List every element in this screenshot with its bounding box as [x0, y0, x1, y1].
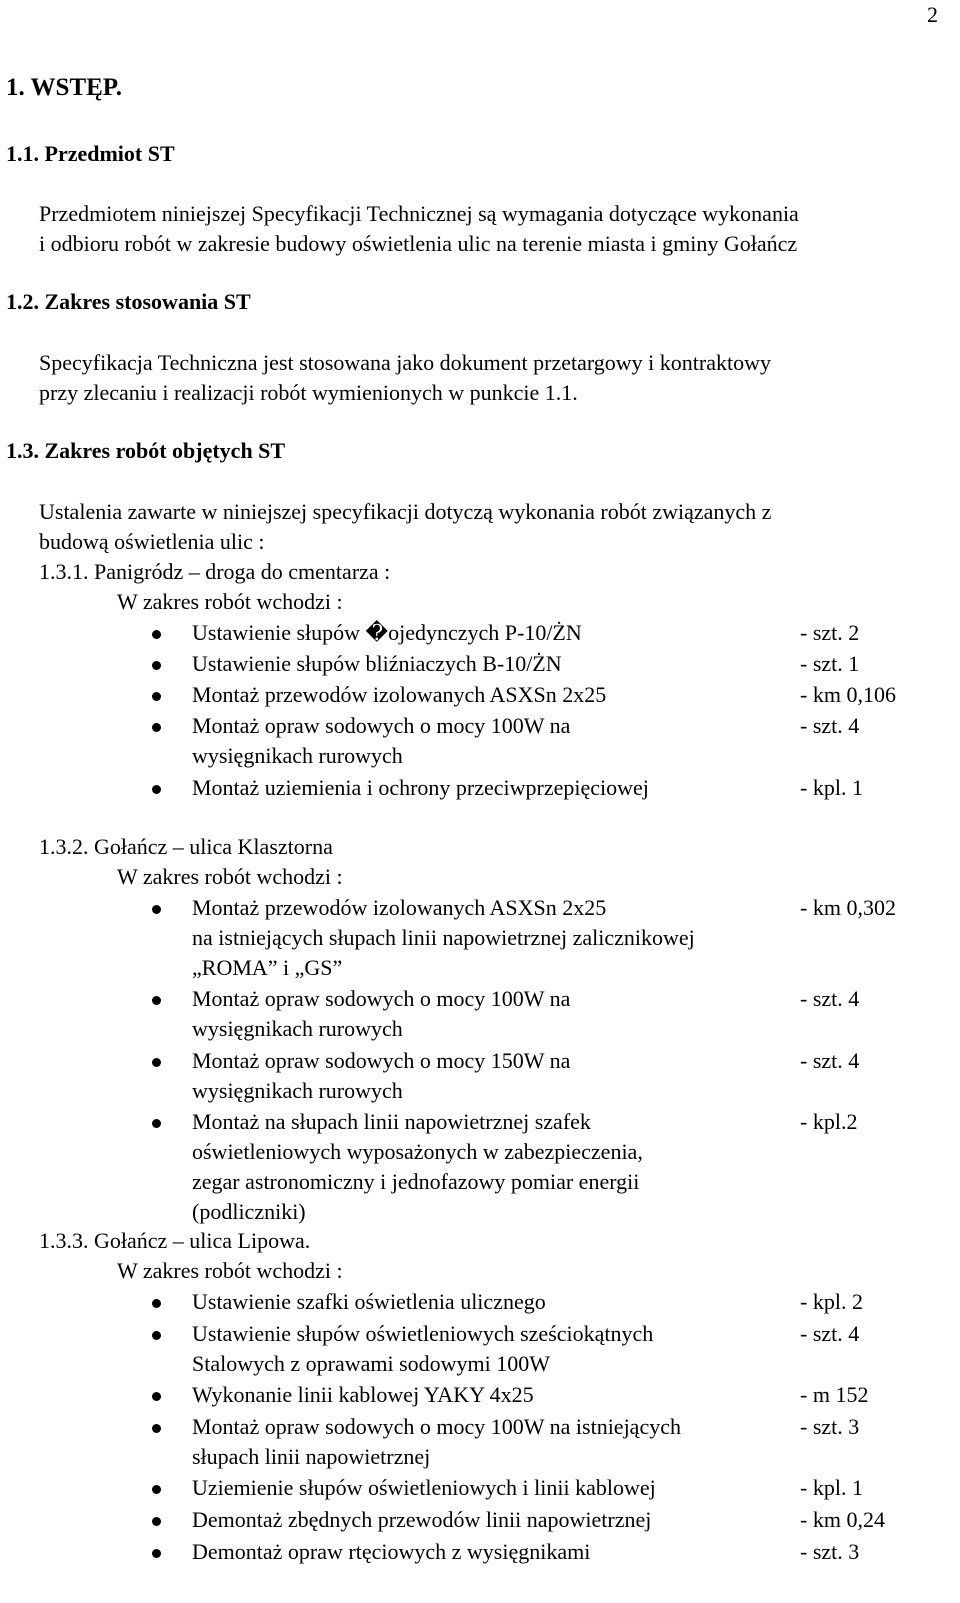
bullet-icon — [152, 1485, 161, 1494]
item-description: Ustawienie słupów oświetleniowych sześciokątnych Stalowych z oprawami sodowymi 100W — [192, 1321, 654, 1376]
paragraph-line: budową oświetlenia ulic : — [39, 529, 265, 554]
item-quantity: - szt. 3 — [800, 1414, 860, 1439]
item-quantity: - szt. 2 — [800, 620, 860, 645]
item-quantity: - szt. 3 — [800, 1539, 860, 1564]
paragraph-line: i odbioru robót w zakresie budowy oświetlenia ulic na terenie miasta i gminy Gołańcz — [39, 231, 798, 256]
section-title: 1.2. Zakres stosowania ST — [6, 289, 251, 314]
bullet-icon — [152, 1299, 161, 1308]
item-quantity: - kpl. 1 — [800, 1475, 863, 1500]
page-number: 2 — [927, 2, 938, 27]
bullet-icon — [152, 1058, 161, 1067]
bullet-icon — [152, 723, 161, 732]
subsection-title: 1.3.2. Gołańcz – ulica Klasztorna — [39, 834, 333, 859]
bullet-icon — [152, 1549, 161, 1558]
item-quantity: - szt. 4 — [800, 1321, 860, 1346]
item-quantity: - szt. 1 — [800, 651, 860, 676]
bullet-icon — [152, 1119, 161, 1128]
bullet-icon — [152, 630, 161, 639]
item-quantity: - szt. 4 — [800, 986, 860, 1011]
item-quantity: - kpl. 1 — [800, 775, 863, 800]
bullet-icon — [152, 692, 161, 701]
bullet-icon — [152, 1517, 161, 1526]
item-description: Wykonanie linii kablowej YAKY 4x25 — [192, 1382, 534, 1407]
item-description: Uziemienie słupów oświetleniowych i linii kablowej — [192, 1475, 656, 1500]
item-quantity: - km 0,302 — [800, 895, 896, 920]
item-description: Ustawienie szafki oświetlenia ulicznego — [192, 1289, 546, 1314]
paragraph-line: Specyfikacja Techniczna jest stosowana jako dokument przetargowy i kontraktowy — [39, 350, 771, 375]
item-description: Ustawienie słupów bliźniaczych B-10/ŻN — [192, 651, 562, 676]
paragraph-line: Ustalenia zawarte w niniejszej specyfikacji dotyczą wykonania robót związanych z — [39, 499, 772, 524]
item-description: Montaż na słupach linii napowietrznej szafek oświetleniowych wyposażonych w zabezpieczenia, zegar astronomiczny i jednofazowy pomiar energii (podliczniki) — [192, 1109, 643, 1224]
subsection-title: 1.3.1. Panigródz – droga do cmentarza : — [39, 559, 391, 584]
item-quantity: - km 0,24 — [800, 1507, 885, 1532]
bullet-icon — [152, 785, 161, 794]
item-description: Montaż opraw sodowych o mocy 100W na wysięgnikach rurowych — [192, 986, 571, 1041]
bullet-icon — [152, 1424, 161, 1433]
subsection-intro: W zakres robót wchodzi : — [117, 1258, 343, 1283]
item-quantity: - kpl.2 — [800, 1109, 858, 1134]
bullet-icon — [152, 1392, 161, 1401]
main-heading: 1. WSTĘP. — [6, 74, 123, 101]
item-description: Montaż przewodów izolowanych ASXSn 2x25 — [192, 682, 607, 707]
item-description: Montaż opraw sodowych o mocy 100W na istniejących słupach linii napowietrznej — [192, 1414, 681, 1469]
paragraph-line: Przedmiotem niniejszej Specyfikacji Technicznej są wymagania dotyczące wykonania — [39, 201, 799, 226]
item-quantity: - m 152 — [800, 1382, 869, 1407]
item-description: Montaż opraw sodowych o mocy 150W na wysięgnikach rurowych — [192, 1048, 571, 1103]
item-description: Montaż przewodów izolowanych ASXSn 2x25 na istniejących słupach linii napowietrznej zalicznikowej „ROMA” i „GS” — [192, 895, 695, 980]
bullet-icon — [152, 661, 161, 670]
item-description: Demontaż opraw rtęciowych z wysięgnikami — [192, 1539, 591, 1564]
subsection-intro: W zakres robót wchodzi : — [117, 589, 343, 614]
item-description: Demontaż zbędnych przewodów linii napowietrznej — [192, 1507, 652, 1532]
item-quantity: - km 0,106 — [800, 682, 896, 707]
item-quantity: - szt. 4 — [800, 713, 860, 738]
paragraph-line: przy zlecaniu i realizacji robót wymienionych w punkcie 1.1. — [39, 380, 578, 405]
section-title: 1.1. Przedmiot ST — [6, 141, 175, 166]
subsection-intro: W zakres robót wchodzi : — [117, 864, 343, 889]
section-title: 1.3. Zakres robót objętych ST — [6, 438, 286, 463]
item-description: Montaż uziemienia i ochrony przeciwprzepięciowej — [192, 775, 649, 800]
item-quantity: - kpl. 2 — [800, 1289, 863, 1314]
item-quantity: - szt. 4 — [800, 1048, 860, 1073]
subsection-title: 1.3.3. Gołańcz – ulica Lipowa. — [39, 1228, 311, 1253]
bullet-icon — [152, 905, 161, 914]
item-description: Ustawienie słupów �ojedynczych P-10/ŻN — [192, 620, 582, 645]
item-description: Montaż opraw sodowych o mocy 100W na wysięgnikach rurowych — [192, 713, 571, 768]
bullet-icon — [152, 1331, 161, 1340]
bullet-icon — [152, 996, 161, 1005]
